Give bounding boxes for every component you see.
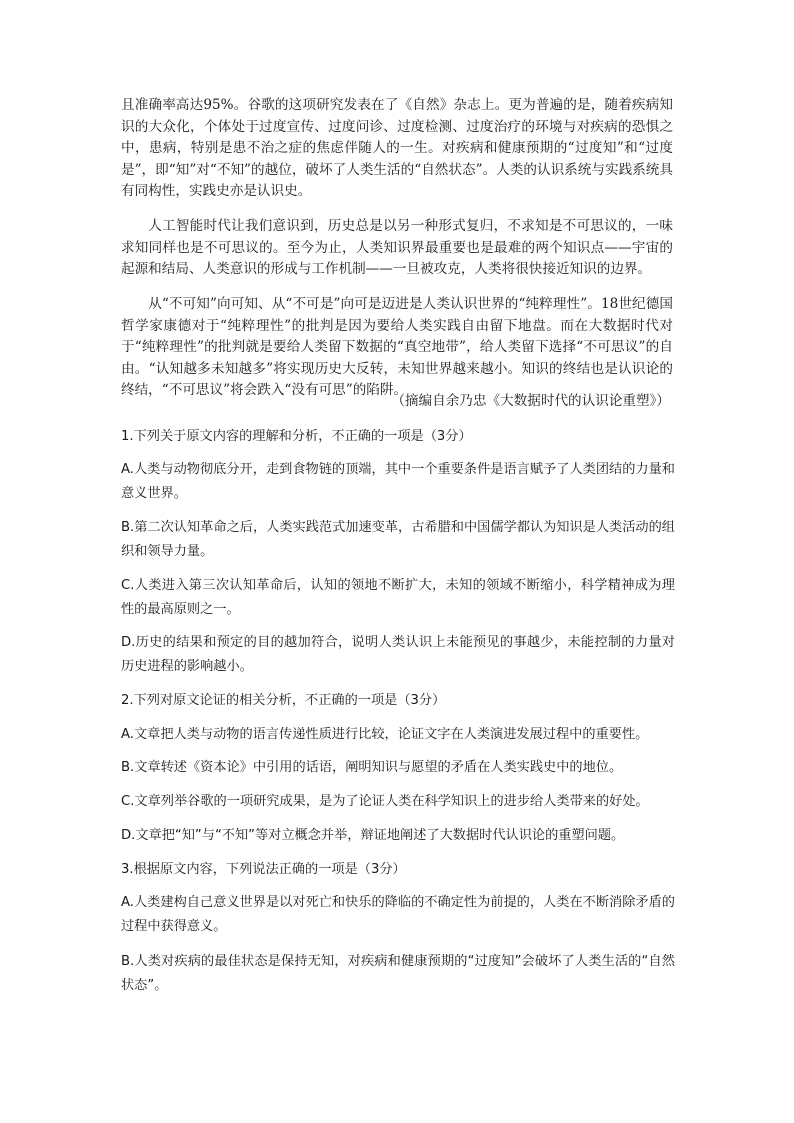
question-1-option-c: C.人类进入第三次认知革命后，认知的领地不断扩大，未知的领域不断缩小，科学精神成为理性的最高原则之一。 [121,578,675,617]
question-3-option-a: A.人类建构自己意义世界是以对死亡和快乐的降临的不确定性为前提的，人类在不断消除矛盾的过程中获得意义。 [121,895,675,934]
question-2-stem: 2.下列对原文论证的相关分析，不正确的一项是（3分） [121,693,446,708]
passage-source: （摘编自余乃忠《大数据时代的认识论重塑》） [391,393,670,409]
question-2-option-d: D.文章把“知”与“不知”等对立概念并举，辩证地阐述了大数据时代认识论的重塑问题。 [121,828,625,843]
question-1-option-d: D.历史的结果和预定的目的越加符合，说明人类认识上未能预见的事越少，未能控制的力量对历史进程的影响越小。 [121,635,675,674]
question-2-option-a: A.文章把人类与动物的语言传递性质进行比较，论证文字在人类演进发展过程中的重要性。 [121,727,649,742]
question-1-option-b: B.第二次认知革命之后，人类实践范式加速变革，古希腊和中国儒学都认为知识是人类活动的组织和领导力量。 [121,520,675,559]
passage-paragraph-3: 从“不可知”向可知、从“不可是”向可是迈进是人类认识世界的“纯粹理性”。18世纪德国哲学家康德对于“纯粹理性”的批判是因为要给人类实践自由留下地盘。而在大数据时代对于“纯粹理性”的批判就是要给人类留下数据的“真空地带”，给人类留下选择“不可思议”的自由。“认知越多未知越多”将实现历史大反转，未知世界越来越小。知识的终结也是认识论的终结，“不可思议”将会跌入“没有可思”的陷阱。 [121,296,673,398]
question-1-stem: 1.下列关于原文内容的理解和分析，不正确的一项是（3分） [121,429,472,444]
question-2-option-b: B.文章转述《资本论》中引用的话语，阐明知识与愿望的矛盾在人类实践史中的地位。 [121,760,623,775]
question-3-stem: 3.根据原文内容，下列说法正确的一项是（3分） [121,862,406,877]
question-2-option-c: C.文章列举谷歌的一项研究成果，是为了论证人类在科学知识上的进步给人类带来的好处。 [121,794,649,809]
question-1-option-a: A.人类与动物彻底分开，走到食物链的顶端，其中一个重要条件是语言赋予了人类团结的力量和意义世界。 [121,462,675,501]
passage-paragraph-1: 且准确率高达95%。谷歌的这项研究发表在了《自然》杂志上。更为普遍的是，随着疾病知识的大众化，个体处于过度宣传、过度问诊、过度检测、过度治疗的环境与对疾病的恐惧之中，患病，特别是患不治之症的焦虑伴随人的一生。对疾病和健康预期的“过度知”和“过度是”，即“知”对“不知”的越位，破坏了人类生活的“自然状态”。人类的认识系统与实践系统具有同构性，实践史亦是认识史。 [121,97,673,199]
passage-paragraph-2: 人工智能时代让我们意识到，历史总是以另一种形式复归，不求知是不可思议的，一味求知同样也是不可思议的。至今为止，人类知识界最重要也是最难的两个知识点——宇宙的起源和结局、人类意识的形成与工作机制——一旦被攻克，人类将很快接近知识的边界。 [121,218,673,277]
question-3-option-b: B.人类对疾病的最佳状态是保持无知，对疾病和健康预期的“过度知”会破坏了人类生活的“自然状态”。 [121,954,675,993]
